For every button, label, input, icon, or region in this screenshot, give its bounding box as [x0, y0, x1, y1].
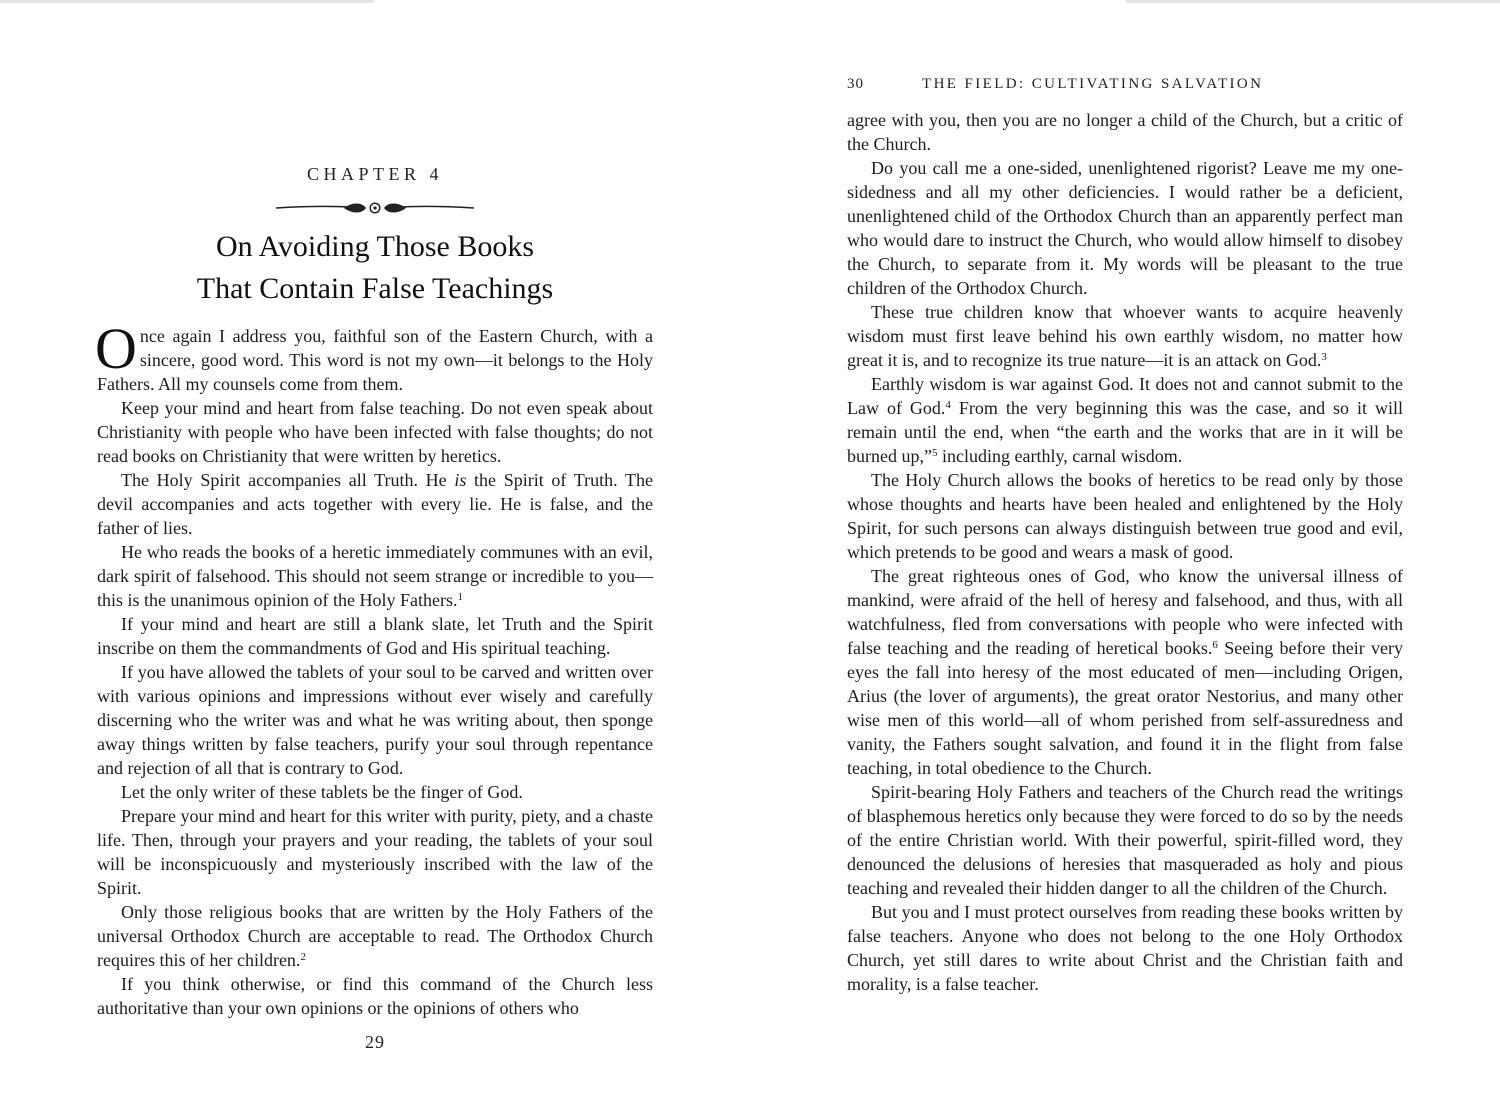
emphasis: is: [454, 470, 467, 490]
running-head: [847, 76, 1263, 93]
paragraph: Let the only writer of these tablets be the finger of God.: [121, 782, 523, 802]
paragraph: Only those religious books that are written by the Holy Fathers of the universal Orthodox Church are acceptable to read. The Orthodox Church requires this of her children.$^2$: [97, 902, 653, 970]
footnote-ref: 5: [931, 446, 938, 459]
page-number: 30: [847, 76, 864, 92]
drop-cap: O: [95, 316, 137, 381]
footnote-ref: 2: [300, 950, 306, 963]
paragraph: If your mind and heart are still a blank slate, let Truth and the Spirit inscribe on them the commandments of God and His spiritual teaching.: [97, 614, 653, 658]
paragraph: Keep your mind and heart from false teaching. Do not even speak about Christianity with people who have been infected with false thoughts; do not read books on Christianity that were written by heretics.: [97, 398, 653, 466]
chapter-title-line-1: On Avoiding Those Books: [215, 230, 535, 263]
paragraph: He who reads the books of a heretic immediately communes with an evil, dark spirit of falsehood. This should not seem strange or incredible to you—this is the unanimous opinion of the Holy Fathers.$^1$: [97, 542, 653, 610]
paragraph: Do you call me a one-sided, unenlightened rigorist? Leave me my one-sidedness and all my other deficiencies. I would rather be a deficient, unenlightened child of the Orthodox Church than an apparently perfect man who would dare to instruct the Church, who would allow himself to disobey the Church, to separate from it. My words will be pleasant to the true children of the Orthodox Church.: [847, 158, 1403, 298]
footnote-ref: 6: [1212, 638, 1218, 651]
page-number: 29: [365, 1032, 385, 1052]
paragraph: agree with you, then you are no longer a child of the Church, but a critic of the Church.: [847, 110, 1403, 154]
footnote-ref: 3: [1321, 350, 1327, 363]
paragraph: The Holy Spirit accompanies all Truth. He is the Spirit of Truth. The devil accompanies and acts together with every lie. He is false, and the father of lies.: [97, 470, 653, 538]
paragraph: The Holy Church allows the books of heretics to be read only by those whose thoughts and hearts have been healed and enlightened by the Holy Spirit, for such persons can always distinguish between true good and evil, which pretends to be good and wears a mask of good.: [847, 470, 1403, 562]
paragraph: If you think otherwise, or find this command of the Church less authoritative than your own opinions or the opinions of others who: [97, 974, 653, 1018]
paragraph: The great righteous ones of God, who know the universal illness of mankind, were afraid of the hell of heresy and falsehood, and thus, with all watchfulness, fled from conversations with people who were infected with false teaching and the reading of heretical books.$^6$ Seeing before their very eyes the fall into heresy of the most educated of men—including Origen, Arius (the lover of arguments), the great orator Nestorius, and many other wise men of this world—all of whom perished from self-assuredness and vanity, the Fathers sought salvation, and found it in the flight from false teaching, in total obedience to the Church.: [847, 566, 1403, 778]
paragraph: Prepare your mind and heart for this writer with purity, piety, and a chaste life. Then, through your prayers and your reading, the tablets of your soul will be inconspicuously and mysteriously inscribed with the law of the Spirit.: [97, 806, 654, 898]
paragraph: Earthly wisdom is war against God. It does not and cannot submit to the Law of God.$^4$ From the very beginning this was the case, and so it will remain until the end, when “the earth and the works that are in it will be burned up,”$^5$ including earthly, carnal wisdom.: [847, 374, 1403, 466]
chapter-label: CHAPTER 4: [306, 164, 443, 184]
footnote-ref: 1: [457, 590, 463, 603]
left-body-text: [95, 316, 654, 1020]
chapter-ornament-icon: [274, 198, 476, 218]
running-head-title: THE FIELD: CULTIVATING SALVATION: [922, 76, 1264, 92]
footnote-ref: 4: [945, 398, 951, 411]
page-edge-right: [1126, 0, 1500, 3]
paragraph: But you and I must protect ourselves from reading these books written by false teachers. Anyone who does not belong to the one Holy Orthodox Church, yet still dares to write about Christ and the Christian faith and morality, is a false teacher.: [847, 902, 1403, 994]
chapter-title-line-2: That Contain False Teachings: [196, 272, 554, 305]
paragraph: If you have allowed the tablets of your soul to be carved and written over with various opinions and impressions without ever wisely and carefully discerning who the writer was and what he was writing about, then sponge away things written by false teachers, purify your soul through repentance and rejection of all that is contrary to God.: [97, 662, 653, 778]
paragraph: Spirit-bearing Holy Fathers and teachers of the Church read the writings of blasphemous heretics only because they were forced to do so by the needs of the entire Christian world. With their powerful, spirit-filled word, they denounced the delusions of heresies that masqueraded as holy and pious teaching and revealed their hidden danger to all the children of the Church.: [847, 782, 1403, 898]
right-body-text: [847, 108, 1403, 996]
paragraph: Once again I address you, faithful son of the Eastern Church, with a sincere, good word. This word is not my own—it belongs to the Holy Fathers. All my counsels come from them.: [95, 316, 653, 394]
chapter-title: [96, 226, 654, 310]
paragraph: These true children know that whoever wants to acquire heavenly wisdom must first leave behind his own earthly wisdom, no matter how great it is, and to recognize its true nature—it is an attack on God.$^3$: [847, 302, 1403, 370]
